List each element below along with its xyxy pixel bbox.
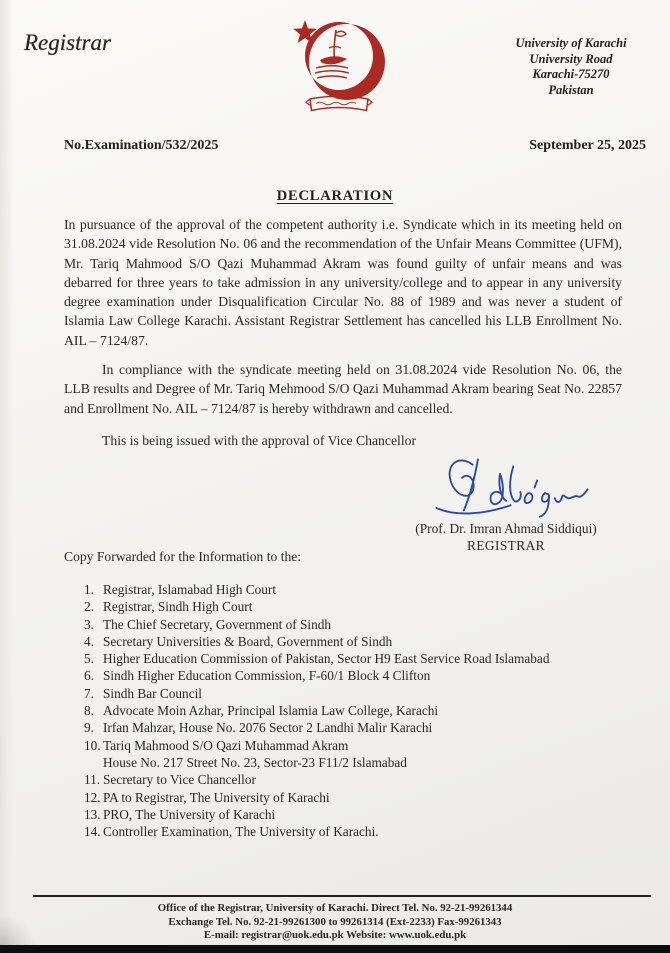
cc-item xyxy=(84,685,624,702)
cc-item-number: 9. xyxy=(84,720,94,736)
registrar-heading: Registrar xyxy=(24,30,111,55)
footer-contact xyxy=(0,902,670,943)
cc-item-number: 14. xyxy=(84,824,101,840)
cc-item-number: 10. xyxy=(84,737,101,753)
cc-item-text: Advocate Moin Azhar, Principal Islamia Law College, Karachi xyxy=(103,703,439,719)
cc-item-text: PA to Registrar, The University of Karachi xyxy=(103,789,330,805)
university-logo-icon xyxy=(283,13,395,115)
address-line: Pakistan xyxy=(548,82,594,97)
address-line: University of Karachi xyxy=(515,36,627,50)
cc-item xyxy=(84,806,624,823)
bottom-scan-bar xyxy=(0,945,670,953)
cc-item-text: Secretary Universities & Board, Government of Sindh xyxy=(103,633,393,649)
cc-item-number xyxy=(84,754,103,771)
cc-heading: Copy Forwarded for the Information to the: xyxy=(64,549,302,564)
declaration-title: DECLARATION xyxy=(276,188,394,204)
footer-divider xyxy=(33,895,651,897)
letter-date: September 25, 2025 xyxy=(529,138,646,153)
cc-item xyxy=(84,771,624,788)
cc-item-number: 5. xyxy=(84,651,94,667)
cc-item xyxy=(84,598,624,615)
cc-item-text: Controller Examination, The University of Karachi. xyxy=(103,824,379,840)
cc-item-text: Higher Education Commission of Pakistan, Sector H9 East Service Road Islamabad xyxy=(103,651,550,667)
body-paragraph-1: In pursuance of the approval of the competent authority i.e. Syndicate which in its meeting held on 31.08.2024 vide Resolution No. 06 and the recommendation of the Unfair Means Committee (UFM), Mr. Tariq Mahmood S/O Qazi Muhammad Akram was found guilty of unfair means and was debarred for three years to take admission in any university/college and to appear in any university degree examination under Disqualification Circular No. 88 of 1989 and was never a student of Islamia Law College Karachi. Assistant Registrar Settlement has cancelled his LLB Enrollment No. AIL – 7124/87. xyxy=(64,217,622,348)
footer-line: Office of the Registrar, University of Karachi. Direct Tel. No. 92-21-99261344 xyxy=(157,902,513,914)
cc-item-number: 13. xyxy=(84,806,101,822)
cc-item-text: Sindh Higher Education Commission, F-60/1 Block 4 Clifton xyxy=(103,668,431,684)
cc-item-number: 12. xyxy=(84,789,101,805)
cc-item xyxy=(84,667,624,684)
cc-item-number: 4. xyxy=(84,633,94,649)
signatory-title: REGISTRAR xyxy=(466,538,545,553)
cc-item-text: Registrar, Islamabad High Court xyxy=(103,582,277,597)
reference-row xyxy=(64,138,646,154)
cc-item-number: 2. xyxy=(84,599,94,615)
cc-item xyxy=(84,737,624,754)
footer-line: E-mail: registrar@uok.edu.pk Website: www.uok.edu.pk xyxy=(203,929,467,942)
cc-item xyxy=(84,650,624,667)
cc-item-number: 1. xyxy=(84,582,94,597)
cc-item xyxy=(84,754,624,771)
cc-item-number: 6. xyxy=(84,668,94,684)
cc-item-text: Registrar, Sindh High Court xyxy=(103,599,253,615)
cc-item-text: Tariq Mahmood S/O Qazi Muhammad Akram xyxy=(103,737,349,753)
cc-item xyxy=(84,633,624,650)
cc-item-text: PRO, The University of Karachi xyxy=(103,806,276,822)
cc-list xyxy=(84,581,624,840)
university-address xyxy=(488,36,654,98)
reference-number: No.Examination/532/2025 xyxy=(64,138,219,153)
body-paragraph-3: This is being issued with the approval of Vice Chancellor xyxy=(102,433,417,448)
footer-line: Exchange Tel. No. 92-21-99261300 to 99261314 (Ext-2233) Fax-99261343 xyxy=(168,915,502,928)
body-paragraph-2: In compliance with the syndicate meeting held on 31.08.2024 vide Resolution No. 06, the LLB results and Degree of Mr. Tariq Mehmood S/O Qazi Muhammad Akram bearing Seat No. 22857 and Enrollment No. AIL – 7124/87 is hereby withdrawn and cancelled. xyxy=(64,362,622,416)
address-line: Karachi-75270 xyxy=(532,67,610,81)
cc-item xyxy=(84,616,624,633)
cc-item xyxy=(84,581,624,598)
cc-item-text: Secretary to Vice Chancellor xyxy=(103,772,256,788)
cc-item-text: Irfan Mahzar, House No. 2076 Sector 2 Landhi Malir Karachi xyxy=(103,720,433,736)
cc-item xyxy=(84,789,624,806)
cc-item xyxy=(84,702,624,719)
cc-item-number: 3. xyxy=(84,616,94,632)
cc-item xyxy=(84,719,624,736)
cc-item-text: Sindh Bar Council xyxy=(103,685,202,701)
cc-item-text: House No. 217 Street No. 23, Sector-23 F11/2 Islamabad xyxy=(103,754,407,770)
cc-item-number: 11. xyxy=(84,772,101,788)
cc-item-number: 8. xyxy=(84,703,94,719)
cc-item xyxy=(84,823,624,840)
signatory-name: (Prof. Dr. Imran Ahmad Siddiqui) xyxy=(415,521,597,536)
cc-item-number: 7. xyxy=(84,685,94,701)
cc-item-text: The Chief Secretary, Government of Sindh xyxy=(103,616,332,632)
address-line: University Road xyxy=(529,51,613,66)
